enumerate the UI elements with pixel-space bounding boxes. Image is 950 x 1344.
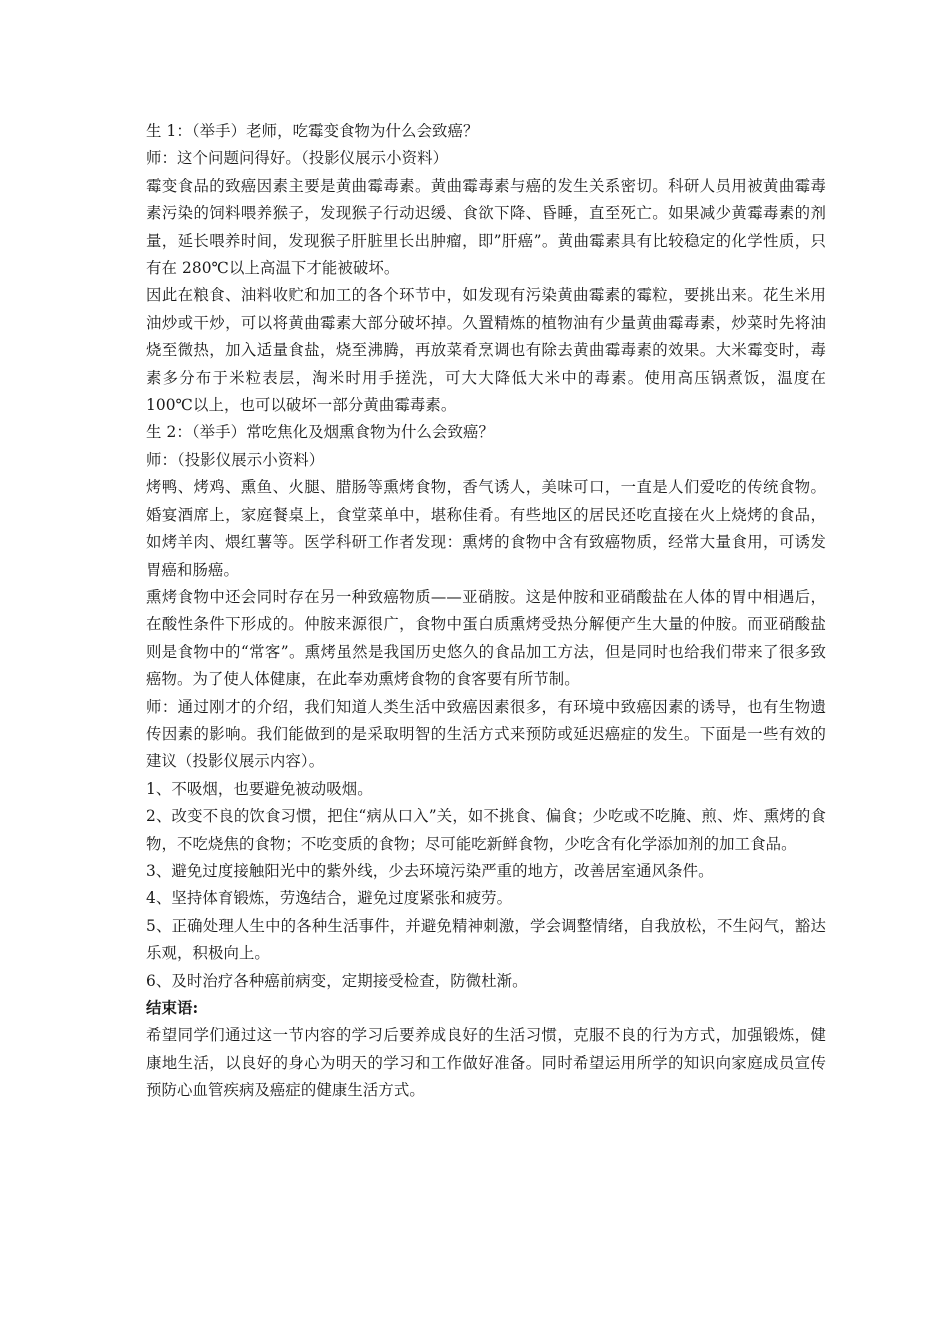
paragraph-nitrosamine-info: 熏烤食物中还会同时存在另一种致癌物质——亚硝胺。这是仲胺和亚硝酸盐在人体的胃中相遇后，在酸性条件下形成的。仲胺来源很广，食物中蛋白质熏烤受热分解便产生大量的仲胺。而亚硝酸盐则是食物中的“常客”。熏烤虽然是我国历史悠久的食品加工方法，但是同时也给我们带来了很多致癌物。为了使人体健康，在此奉劝熏烤食物的食客要有所节制。	[146, 587, 826, 689]
list-item-suggestion-5: 5、正确处理人生中的各种生活事件，并避免精神刺激，学会调整情绪，自我放松，不生闷气，豁达乐观，积极向上。	[146, 916, 826, 963]
list-item-suggestion-6: 6、及时治疗各种癌前病变，定期接受检查，防微杜渐。	[146, 971, 528, 990]
list-item-suggestion-2: 2、改变不良的饮食习惯，把住“病从口入”关，如不挑食、偏食；少吃或不吃腌、煎、炸、熏烤的食物，不吃烧焦的食物；不吃变质的食物；尽可能吃新鲜食物，少吃含有化学添加剂的加工食品。	[146, 807, 826, 853]
document-body	[146, 118, 826, 1105]
paragraph-smoked-food-info: 烤鸭、烤鸡、熏鱼、火腿、腊肠等熏烤食物，香气诱人，美味可口，一直是人们爱吃的传统食物。婚宴酒席上，家庭餐桌上，食堂菜单中，堪称佳肴。有些地区的居民还吃直接在火上烧烤的食品，如烤羊肉、煨红薯等。医学科研工作者发现：熏烤的食物中含有致癌物质，经常大量食用，可诱发胃癌和肠癌。	[146, 478, 826, 579]
closing-heading: 结束语:	[146, 999, 199, 1017]
closing-paragraph: 希望同学们通过这一节内容的学习后要养成良好的生活习惯，克服不良的行为方式，加强锻炼，健康地生活，以良好的身心为明天的学习和工作做好准备。同时希望运用所学的知识向家庭成员宣传预防心血管疾病及癌症的健康生活方式。	[146, 1026, 826, 1100]
paragraph-student1-question: 生 1：（举手）老师，吃霉变食物为什么会致癌？	[146, 122, 479, 140]
list-item-suggestion-1: 1、不吸烟，也要避免被动吸烟。	[146, 779, 373, 798]
paragraph-aflatoxin-prevention: 因此在粮食、油料收贮和加工的各个环节中，如发现有污染黄曲霉素的霉粒，要挑出来。花生米用油炒或干炒，可以将黄曲霉素大部分破坏掉。久置精炼的植物油有少量黄曲霉毒素，炒菜时先将油烧至微热，加入适量食盐，烧至沸腾，再放菜肴烹调也有除去黄曲霉毒素的效果。大米霉变时，毒素多分布于米粒表层，淘米时用手搓洗，可大大降低大米中的毒素。使用高压锅煮饭，温度在 100℃以上，也可以破坏一部分黄曲霉毒素。	[146, 286, 826, 415]
list-item-suggestion-4: 4、坚持体育锻炼，劳逸结合，避免过度紧张和疲劳。	[146, 889, 513, 908]
paragraph-student2-question: 生 2：（举手）常吃焦化及烟熏食物为什么会致癌？	[146, 423, 494, 442]
paragraph-teacher-summary: 师：通过刚才的介绍，我们知道人类生活中致癌因素很多，有环境中致癌因素的诱导，也有生物遗传因素的影响。我们能做到的是采取明智的生活方式来预防或延迟癌症的发生。下面是一些有效的建议（投影仪展示内容）。	[146, 697, 826, 771]
list-item-suggestion-3: 3、避免过度接触阳光中的紫外线，少去环境污染严重的地方，改善居室通风条件。	[146, 861, 714, 880]
paragraph-aflatoxin-info: 霉变食品的致癌因素主要是黄曲霉毒素。黄曲霉毒素与癌的发生关系密切。科研人员用被黄曲霉毒素污染的饲料喂养猴子，发现猴子行动迟缓、食欲下降、昏睡，直至死亡。如果减少黄霉毒素的剂量，延长喂养时间，发现猴子肝脏里长出肿瘤，即”肝癌”。黄曲霉素具有比较稳定的化学性质，只有在 280℃以上高温下才能被破坏。	[146, 176, 826, 278]
paragraph-teacher-reply-1: 师：这个问题问得好。（投影仪展示小资料）	[146, 149, 449, 168]
paragraph-teacher-reply-2: 师：（投影仪展示小资料）	[146, 450, 325, 469]
